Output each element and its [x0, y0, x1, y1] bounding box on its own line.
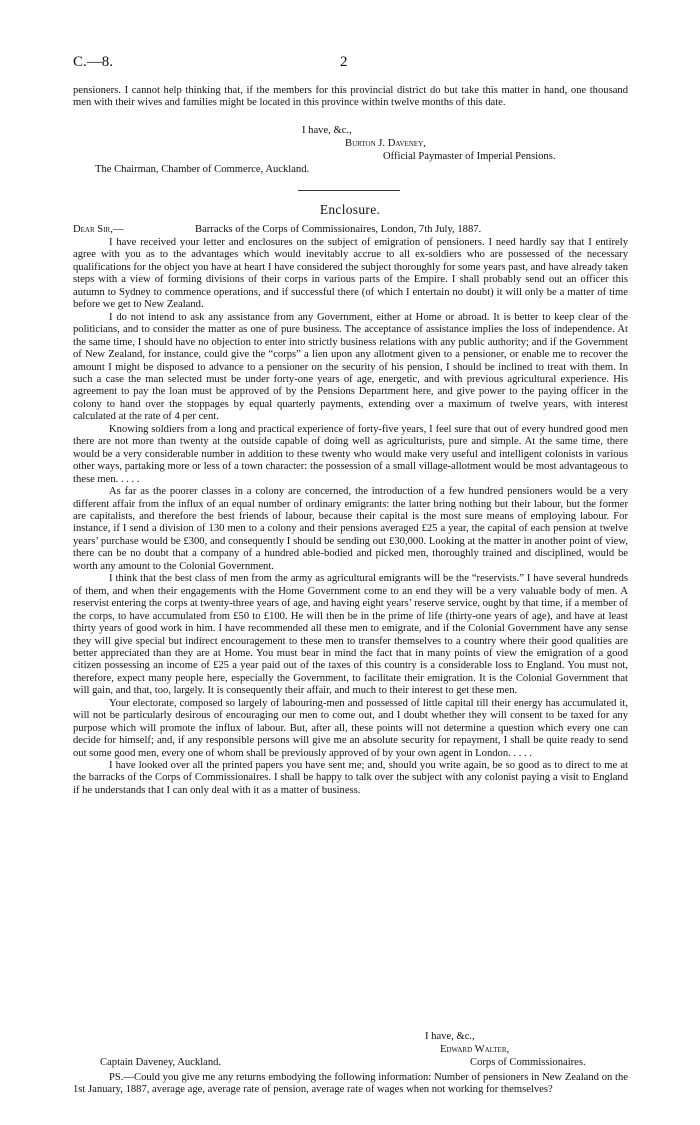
enclosure-paragraph: I think that the best class of men from the army as agricultural emigrants will be the “reservists.” I have several hundreds of them, and when their engagements with the Home Government come to an end they will be a very valuable body of men. A reservist entering the corps at twenty-three years of age, and having eight years’ reserve service, ought by that time, if a member of the corps, to have accumulated from £50 to £100. He will then be in the prime of life (thirty-one years of age), and have at least thirty years of good work in him. I have recommended all these men to emigrate, and if the Colonial Government have any sense they will give special but indirect encouragement to these men to transfer themselves to a country where their good qualities are better appreciated than they are at Home. You must bear in mind the fact that in many points of view the emigration of a good citizen possessing an income of £25 a year paid out of the taxes of this country is a considerable loss to England. You must not, therefore, expect many people here, especially the Government, to facilitate their emigration. It is the Colonial Government that will gain, and that, too, largely. It is consequently their affair, and much to their interest to get these men.	[73, 573, 628, 697]
enclosure-paragraph: I have looked over all the printed papers you have sent me; and, should you write again, be so good as to direct to me at the barracks of the Corps of Commissionaires. I shall be happy to talk over the subject with any colonist paying a visit to England if he understands that I can only deal with it as a matter of business.	[73, 760, 628, 796]
letter-closing	[73, 85, 628, 110]
letter-signatory-title: Official Paymaster of Imperial Pensions.	[383, 151, 556, 162]
enclosure-paragraph: I have received your letter and enclosures on the subject of emigration of pensioners. I need hardly say that I entirely agree with you as to the advantages which would inevitably accrue to all ex-soldiers who are possessed of the necessary qualifications for the object you have at heart I have considered the subject thoroughly for some years past, and have already taken steps with a view of forming divisions of their corps in various parts of the Empire. I shall probably send out an officer this autumn to Sydney to commence operations, and if successful there (of which I entertain no doubt) it will only be a matter of time before we get to New Zealand.	[73, 237, 628, 311]
enclosure-valediction: I have, &c.,	[425, 1031, 475, 1042]
enclosure-paragraph: I do not intend to ask any assistance from any Government, either at Home or abroad. It is better to keep clear of the politicians, and to consider the matter as one of pure business. The acceptance of assistance implies the loss of independence. At the same time, I should have no objection to enter into strictly business relations with any public authority; and if the Government of New Zealand, for instance, could give the “corps” a lien upon any allotment given to a pensioner, or enable me to recover the amount I might be disposed to advance to a pensioner on the security of his pension, I should be inclined to treat with them. In such a case the man selected must be under forty-one years of age, energetic, and with previous agricultural experience. His agreement to pay the loan must be approved of by the Pensions Department here, and give power to the paying officer in the colony to hand over the stoppages by equal quarterly payments, extending over a maximum of twelve years, with interest calculated at the rate of 4 per cent.	[73, 311, 628, 423]
letter-signatory-name: Burton J. Daveney,	[345, 138, 426, 149]
enclosure-paragraph: Your electorate, composed so largely of labouring-men and possessed of little capital till their energy has accumulated it, will not be particularly desirous of encouraging our men to come out, and I doubt whether they will consent to be taxed for any purpose which will promote the influx of labour. But, after all, these points will not determine a question which every one can decide for himself; and, if any responsible persons will give me an absolute security for repayment, I shall be quite ready to send out some good men, every one of whom shall be previously approved of by your own agent in London. . . . .	[73, 697, 628, 759]
enclosure-addressee: Captain Daveney, Auckland.	[100, 1057, 222, 1068]
page-number: 2	[340, 54, 348, 70]
salutation: Dear Sir,—	[73, 224, 124, 235]
section-divider	[298, 190, 400, 191]
document-reference: C.—8.	[73, 54, 114, 70]
enclosure-signatory-name: Edward Walter,	[440, 1044, 510, 1055]
enclosure-paragraph: Knowing soldiers from a long and practical experience of forty-five years, I feel sure that out of every hundred good men there are not more than twenty at the outside capable of doing well as agriculturists, pure and simple. At the same time, there would be a very considerable number in addition to these twenty who would make very useful and intelligent colonists in various other ways, partaking more or less of a town character: the possession of a small village-allotment would be most advantageous to these men. . . . .	[73, 423, 628, 485]
postscript-block	[73, 1072, 628, 1097]
dateline: Barracks of the Corps of Commissionaires, London, 7th July, 1887.	[195, 224, 482, 235]
enclosure-body	[73, 237, 628, 797]
enclosure-signatory-title: Corps of Commissionaires.	[470, 1057, 586, 1068]
enclosure-title: Enclosure.	[319, 202, 381, 217]
letter-addressee: The Chairman, Chamber of Commerce, Auckland.	[95, 164, 310, 175]
enclosure-paragraph: As far as the poorer classes in a colony are concerned, the introduction of a few hundred pensioners would be a very different affair from the influx of an equal number of ordinary emigrants: the latter bring nothing but their labour, but the former are capitalists, and therefore the best friends of labour, because their capital is the most sure means of employing labour. For instance, if I send a division of 130 men to a colony and their pensions averaged £25 a year, the capital of each pension at twelve years’ purchase would be £300, and consequently I should be sending out £30,000. Looking at the matter in another point of view, there can be no doubt that a company of a hundred able-bodied and picked men, thoroughly trained and disciplined, would be worth any amount to the Colonial Government.	[73, 486, 628, 572]
letter-valediction: I have, &c.,	[302, 125, 352, 136]
postscript: PS.—Could you give me any returns embodying the following information: Number of pensioners in New Zealand on the 1st January, 1887, average age, average rate of pension, average rate of wages when not working for themselves?	[73, 1072, 628, 1096]
closing-paragraph: pensioners. I cannot help thinking that, if the members for this provincial district do but take this matter in hand, one thousand men with their wives and families might be located in this province within twelve months of this date.	[73, 85, 628, 109]
